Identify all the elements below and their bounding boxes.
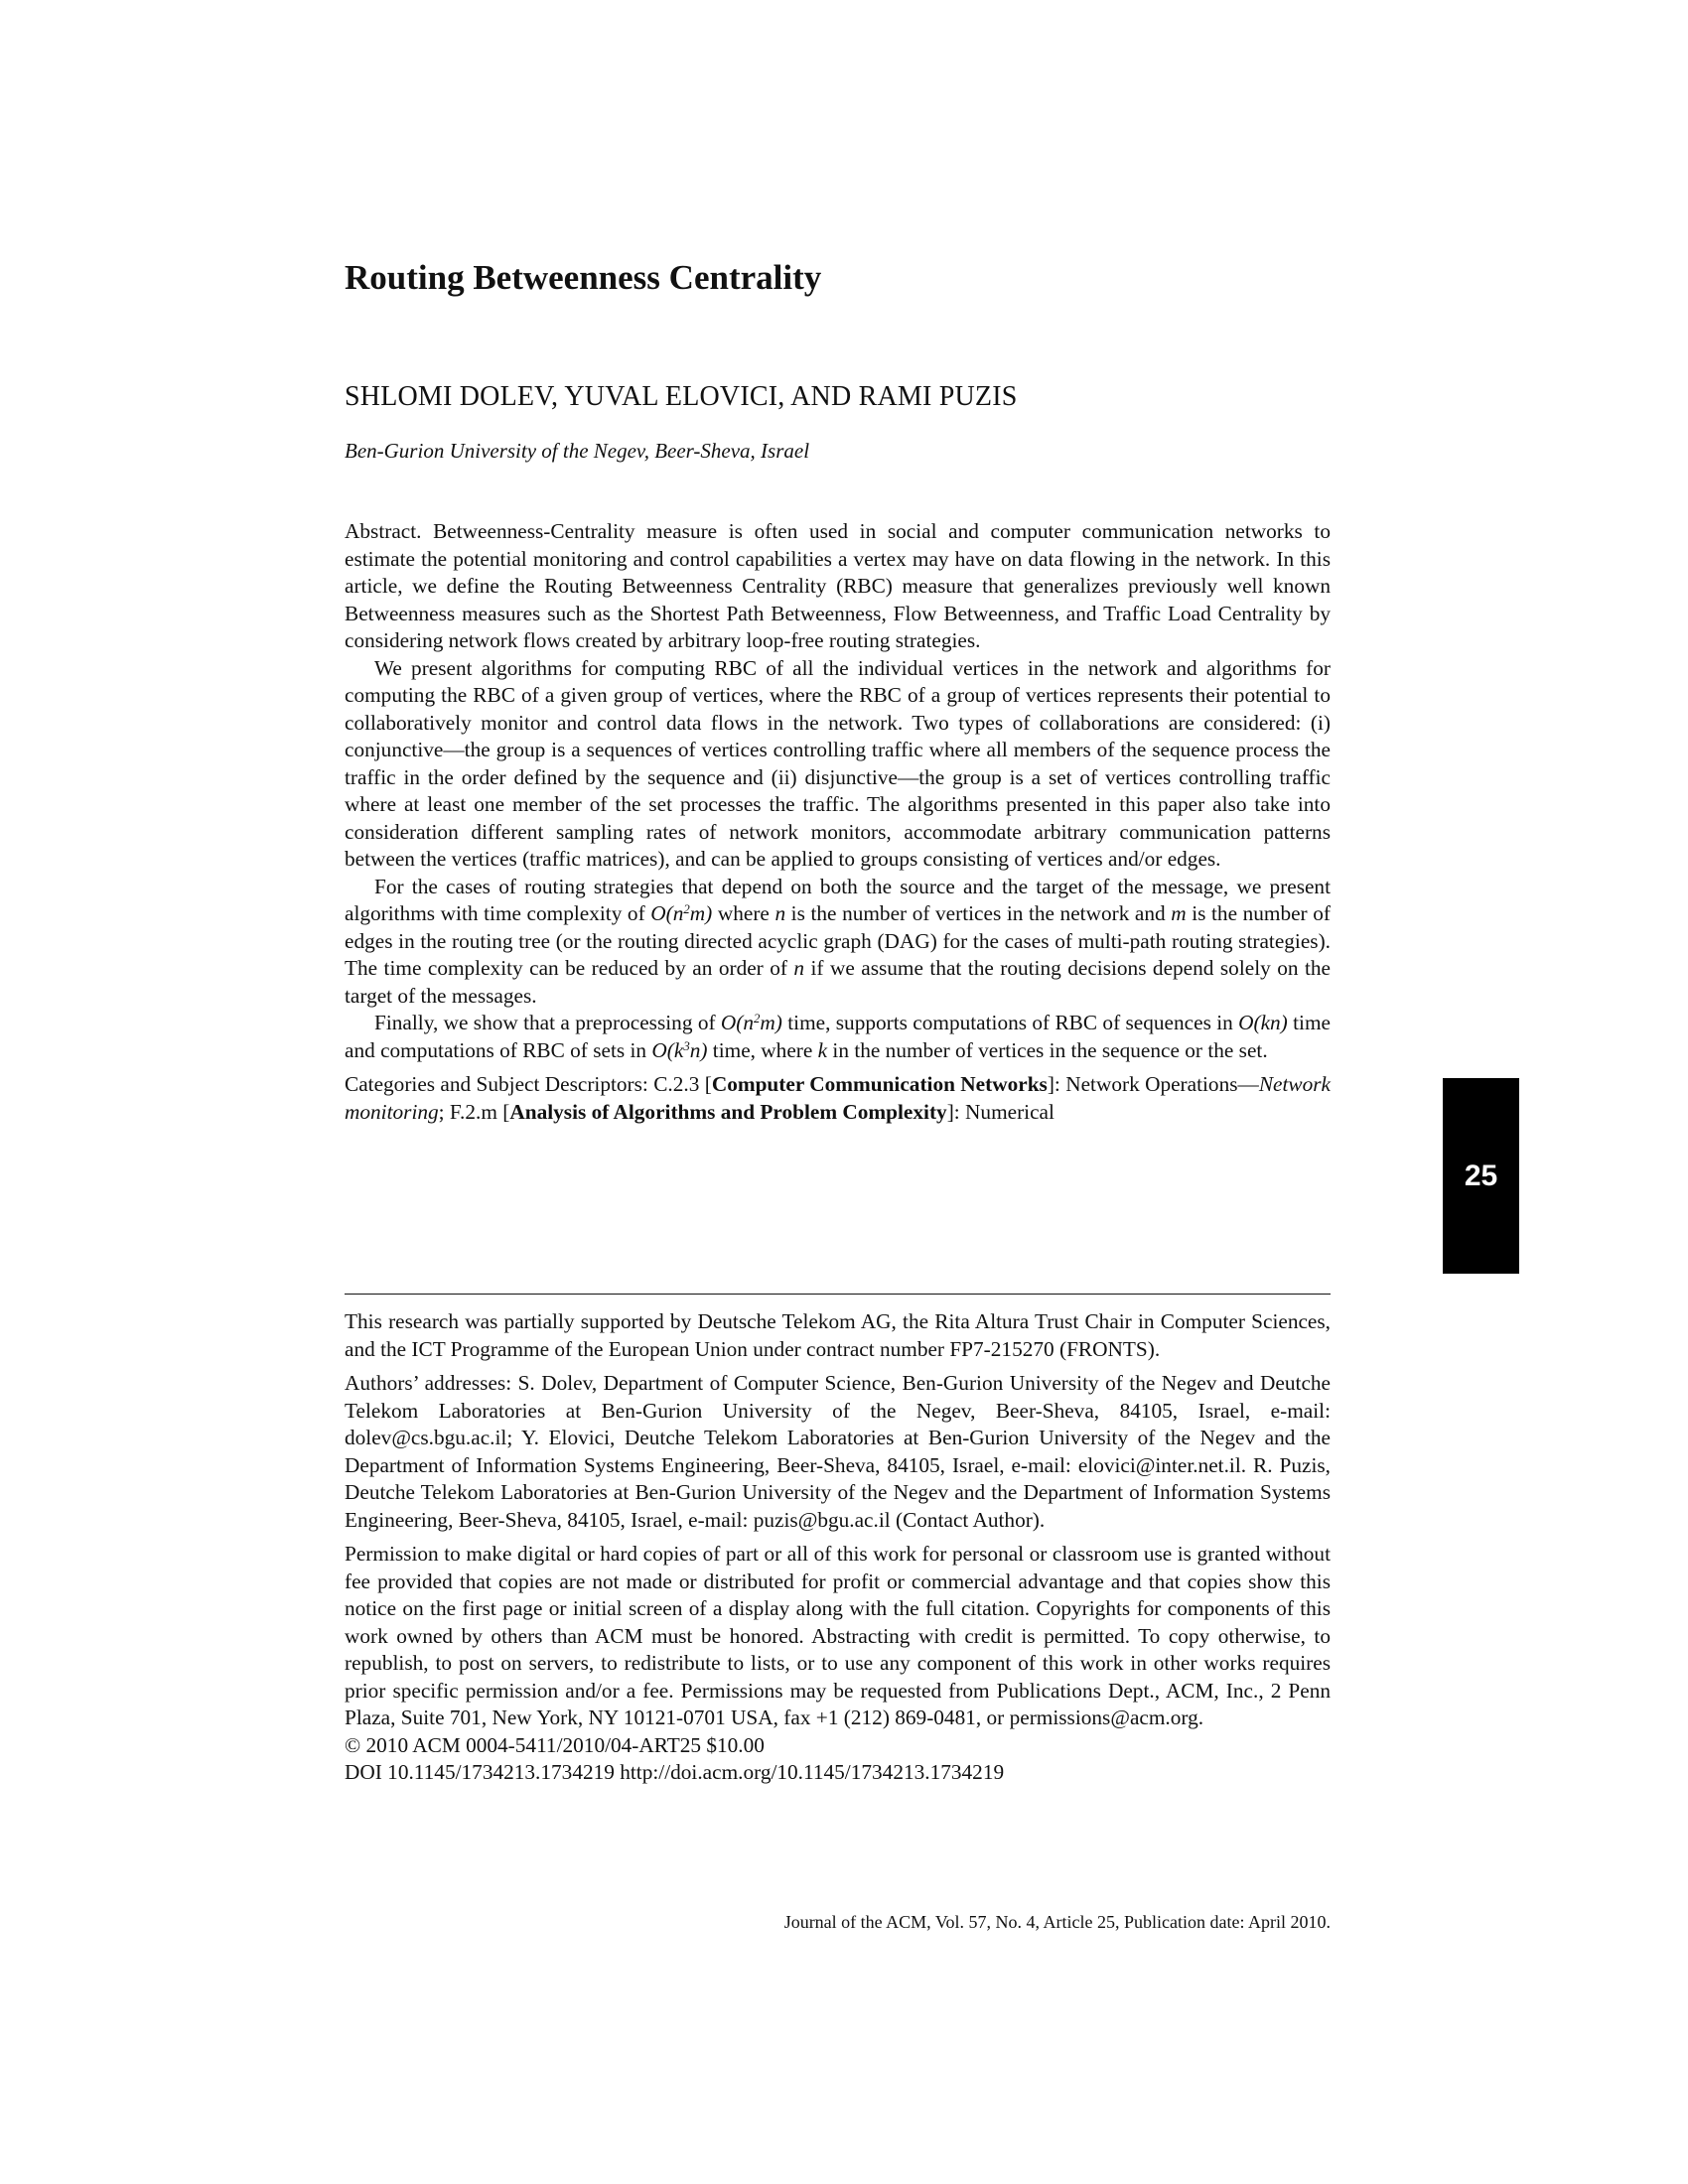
descriptor-bold: Analysis of Algorithms and Problem Complexity	[509, 1099, 947, 1124]
text-span: time and computations of RBC of sets in	[345, 1011, 1331, 1062]
affiliation: Ben-Gurion University of the Negev, Beer-Sheva, Israel	[345, 439, 810, 463]
math-superscript: 2	[754, 1011, 761, 1025]
doi-line: DOI 10.1145/1734213.1734219 http://doi.acm.org/10.1145/1734213.1734219	[345, 1760, 1005, 1784]
paper-title: Routing Betweenness Centrality	[345, 258, 822, 297]
abstract-paragraph-2: We present algorithms for computing RBC of all the individual vertices in the network and algorithms for computing the RBC of a given group of vertices, where the RBC of a group of vertices represents their potential to collaboratively monitor and control data flows in the network. Two types of collaborations are considered: (i) conjunctive—the group is a sequences of vertices controlling traffic where all members of the sequence process the traffic in the order defined by the sequence and (ii) disjunctive—the group is a set of vertices controlling traffic where at least one member of the set processes the traffic. The algorithms presented in this paper also take into consideration different sampling rates of network monitors, accommodate arbitrary communication patterns between the vertices (traffic matrices), and can be applied to groups consisting of vertices and/or edges.	[345, 655, 1331, 871]
descriptor-bold: Computer Communication Networks	[711, 1072, 1048, 1096]
text-span: ]: Network Operations—	[1047, 1072, 1259, 1096]
abstract-paragraph-1: Abstract. Betweenness-Centrality measure is often used in social and computer communication networks to estimate the potential monitoring and control capabilities a vertex may have on data flowing in the network. In this article, we define the Routing Betweenness Centrality (RBC) measure that generalizes previously well known Betweenness measures such as the Shortest Path Betweenness, Flow Betweenness, and Traffic Load Centrality by considering network flows created by arbitrary loop-free routing strategies.	[345, 519, 1331, 652]
math-part: O(n	[720, 1011, 755, 1034]
copyright-line: © 2010 ACM 0004-5411/2010/04-ART25 $10.00	[345, 1732, 765, 1757]
math-superscript: 2	[683, 901, 690, 916]
abstract-paragraph-4	[345, 1010, 1331, 1064]
text-span: time, where	[707, 1037, 818, 1062]
math-variable: m	[1171, 901, 1187, 925]
math-part: m)	[689, 901, 713, 925]
text-span: For the cases of routing strategies that depend on both the source and the target of the message, we present algorithms with time complexity of	[345, 874, 1331, 925]
math-complexity	[651, 1038, 707, 1062]
math-variable: n	[793, 956, 805, 980]
math-variable: n	[774, 901, 786, 925]
text-span: if we assume that the routing decisions depend solely on the target of the messages.	[345, 956, 1331, 1008]
journal-footer: Journal of the ACM, Vol. 57, No. 4, Article 25, Publication date: April 2010.	[783, 1912, 1331, 1932]
footnotes	[345, 1308, 1331, 1794]
author-addresses: Authors’ addresses: S. Dolev, Department of Computer Science, Ben-Gurion University of the Negev and Deutche Telekom Laboratories at Ben-Gurion University of the Negev, Beer-Sheva, 84105, Israel, e-mail: dolev@cs.bgu.ac.il; Y. Elovici, Deutche Telekom Laboratories at Ben-Gurion University of the Negev and the Department of Information Systems Engineering, Beer-Sheva, 84105, Israel, e-mail: elovici@inter.net.il. R. Puzis, Deutche Telekom Laboratories at Ben-Gurion University of the Negev and the Department of Information Systems Engineering, Beer-Sheva, 84105, Israel, e-mail: puzis@bgu.ac.il (Contact Author).	[345, 1371, 1331, 1532]
footnote-divider	[345, 1294, 1331, 1295]
text-span: in the number of vertices in the sequence or the set.	[827, 1037, 1268, 1062]
math-complexity: O(kn)	[1238, 1011, 1288, 1034]
math-part: O(k	[651, 1037, 684, 1062]
permission-text: Permission to make digital or hard copies of part or all of this work for personal or classroom use is granted without fee provided that copies are not made or distributed for profit or commercial advantage and that copies show this notice on the first page or initial screen of a display along with the full citation. Copyrights for components of this work owned by others than ACM must be honored. Abstracting with credit is permitted. To copy otherwise, to republish, to post on servers, to redistribute to lists, or to use any component of this work in other works requires prior specific permission and/or a fee. Permissions may be requested from Publications Dept., ACM, Inc., 2 Penn Plaza, Suite 701, New York, NY 10121-0701 USA, fax +1 (212) 869-0481, or permissions@acm.org.	[345, 1542, 1331, 1729]
descriptor-italic: Network monitoring	[345, 1072, 1331, 1124]
author-list: SHLOMI DOLEV, YUVAL ELOVICI, AND RAMI PUZIS	[345, 381, 1018, 412]
article-number-tab: 25	[1443, 1078, 1519, 1274]
text-span: ]: Numerical	[946, 1099, 1055, 1124]
abstract-paragraph-3	[345, 874, 1331, 1011]
text-span: is the number of vertices in the network and	[785, 901, 1172, 925]
math-complexity	[650, 901, 712, 925]
math-part: n)	[689, 1037, 708, 1062]
math-part: O(n	[650, 901, 684, 925]
text-span: time, supports computations of RBC of sequences in	[781, 1011, 1239, 1034]
subject-descriptors	[345, 1071, 1331, 1126]
funding-note: This research was partially supported by Deutsche Telekom AG, the Rita Altura Trust Chair in Computer Sciences, and the ICT Programme of the European Union under contract number FP7-215270 (FRONTS).	[345, 1309, 1331, 1361]
text-span: Categories and Subject Descriptors: C.2.3 [	[345, 1072, 712, 1096]
math-variable: k	[817, 1037, 828, 1062]
text-span: is the number of edges in the routing tree (or the routing directed acyclic graph (DAG) for the cases of multi-path routing strategies). The time complexity can be reduced by an order of	[345, 901, 1331, 980]
math-part: m)	[760, 1011, 782, 1034]
math-complexity	[721, 1011, 782, 1034]
text-span: Finally, we show that a preprocessing of	[374, 1011, 721, 1034]
permission-notice	[345, 1541, 1331, 1787]
text-span: where	[712, 901, 775, 925]
math-superscript: 3	[683, 1038, 690, 1053]
text-span: ; F.2.m [	[438, 1099, 510, 1124]
abstract	[345, 518, 1331, 1126]
